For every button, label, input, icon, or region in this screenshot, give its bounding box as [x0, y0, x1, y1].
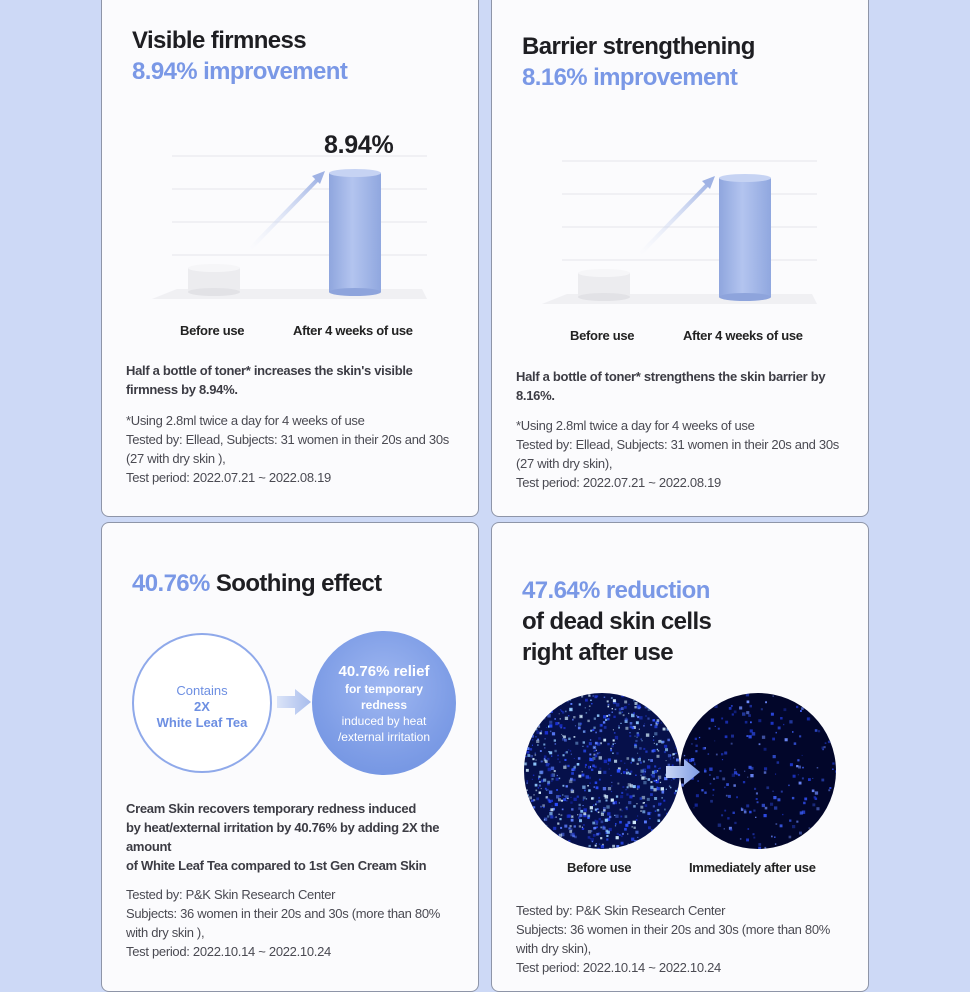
title-accent: 40.76% [132, 570, 210, 597]
note-line: Subjects: 36 women in their 20s and 30s (more than 80% with dry skin ), [126, 904, 461, 942]
description-line: Cream Skin recovers temporary redness induced [126, 799, 461, 818]
description-line: of White Leaf Tea compared to 1st Gen Cream Skin [126, 856, 461, 875]
trend-arrow [640, 176, 715, 254]
card-visible-firmness [101, 0, 479, 517]
note-line: Tested by: Ellead, Subjects: 31 women in their 20s and 30s (27 with dry skin), [516, 435, 851, 473]
circle-line: Contains [134, 683, 270, 699]
circle-line: induced by heat [312, 713, 456, 729]
x-label-before: Before use [570, 328, 634, 343]
card-title: Visible firmness [132, 25, 306, 56]
card-notes [126, 411, 461, 487]
card-barrier-strengthening [491, 0, 869, 517]
note-line: *Using 2.8ml twice a day for 4 weeks of use [126, 411, 461, 430]
card-title-line: of dead skin cells [522, 606, 711, 637]
arrow-right-icon [277, 689, 311, 720]
x-label-before: Before use [180, 323, 244, 338]
white-leaf-tea-circle [132, 633, 272, 773]
relief-result-circle [312, 631, 456, 775]
after-label: Immediately after use [689, 860, 816, 875]
card-notes [516, 416, 851, 492]
circle-line: 40.76% relief [312, 663, 456, 681]
x-label-after: After 4 weeks of use [683, 328, 803, 343]
card-description: Half a bottle of toner* strengthens the skin barrier by 8.16%. [516, 367, 851, 405]
before-skin-image [524, 693, 680, 849]
bar-after [329, 169, 381, 296]
x-label-after: After 4 weeks of use [293, 323, 413, 338]
arrow-right-icon [666, 759, 700, 790]
note-line: Test period: 2022.07.21 ~ 2022.08.19 [126, 468, 461, 487]
note-line: Test period: 2022.10.14 ~ 2022.10.24 [126, 942, 461, 961]
before-label: Before use [567, 860, 631, 875]
card-notes [126, 885, 461, 961]
card-notes [516, 901, 851, 977]
description-line: by heat/external irritation by 40.76% by adding 2X the amount [126, 818, 461, 856]
card-subtitle: 8.16% improvement [522, 62, 737, 93]
note-line: Tested by: Ellead, Subjects: 31 women in their 20s and 30s (27 with dry skin ), [126, 430, 461, 468]
grid-lines [172, 156, 427, 255]
card-subtitle: 8.94% improvement [132, 56, 347, 87]
card-title-line: right after use [522, 637, 673, 668]
card-description: Half a bottle of toner* increases the skin's visible firmness by 8.94%. [126, 361, 461, 399]
card-title: Barrier strengthening [522, 31, 755, 62]
circle-line: 2X [134, 699, 270, 715]
card-title [132, 568, 382, 599]
title-rest: Soothing effect [210, 570, 382, 597]
card-soothing-effect [101, 522, 479, 992]
circle-line: /external irritation [312, 729, 456, 745]
note-line: Tested by: P&K Skin Research Center [126, 885, 461, 904]
note-line: Subjects: 36 women in their 20s and 30s (more than 80% with dry skin), [516, 920, 851, 958]
circle-line: for temporary [312, 681, 456, 697]
bar-before [578, 269, 630, 301]
after-skin-image [680, 693, 836, 849]
bar-chart [132, 131, 432, 321]
note-line: Test period: 2022.10.14 ~ 2022.10.24 [516, 958, 851, 977]
grid-lines [562, 161, 817, 260]
note-line: *Using 2.8ml twice a day for 4 weeks of use [516, 416, 851, 435]
circle-line: redness [312, 697, 456, 713]
note-line: Tested by: P&K Skin Research Center [516, 901, 851, 920]
card-title-accent: 47.64% reduction [522, 575, 710, 606]
bar-after [719, 174, 771, 301]
bar-before [188, 264, 240, 296]
card-dead-skin-reduction [491, 522, 869, 992]
bar-chart [522, 136, 822, 326]
circle-line: White Leaf Tea [134, 715, 270, 731]
note-line: Test period: 2022.07.21 ~ 2022.08.19 [516, 473, 851, 492]
card-description [126, 799, 461, 875]
trend-arrow [250, 171, 325, 249]
bar-value-label: 8.94% [324, 131, 393, 160]
